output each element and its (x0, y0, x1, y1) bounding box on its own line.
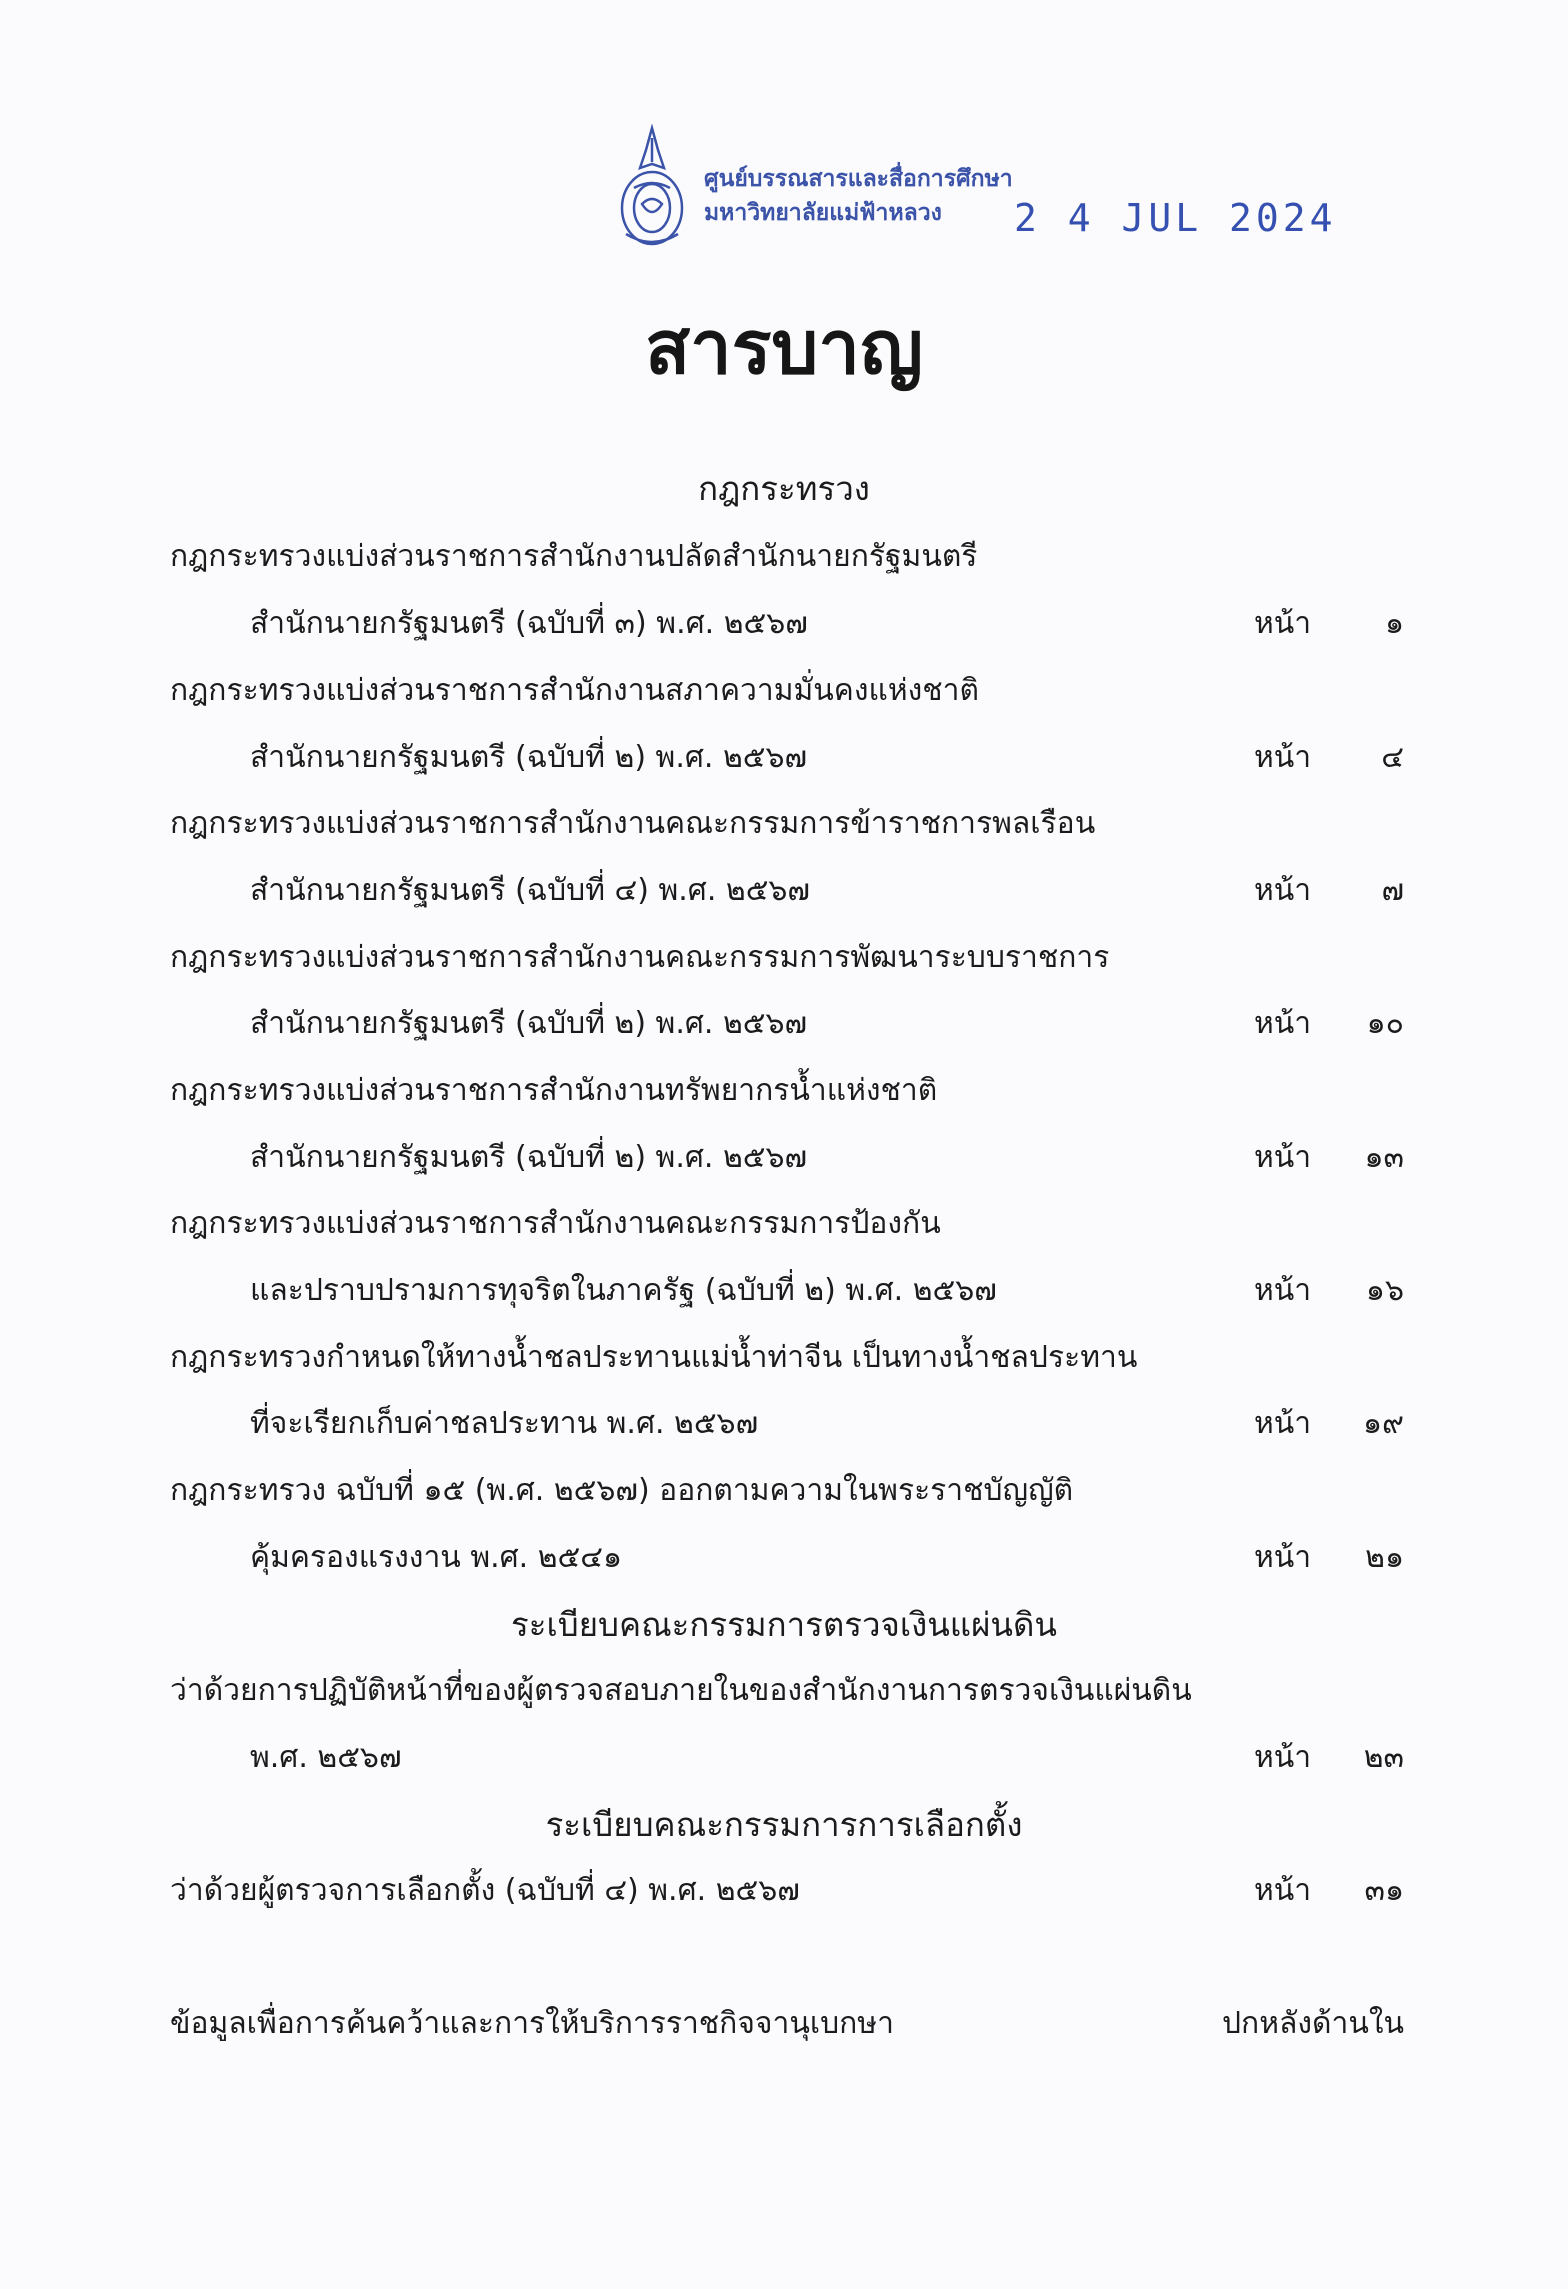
page-number: ๑๙ (1362, 1406, 1404, 1441)
page-number: ๗ (1381, 873, 1404, 908)
entry-title: กฎกระทรวงแบ่งส่วนราชการสำนักงานคณะกรรมการข้าราชการพลเรือน (170, 806, 1096, 841)
entry-title: กฎกระทรวงแบ่งส่วนราชการสำนักงานทรัพยากรน้ำแห่งชาติ (170, 1073, 938, 1108)
entry-title: กฎกระทรวง ฉบับที่ ๑๕ (พ.ศ. ๒๕๖๗) ออกตามความในพระราชบัญญัติ (170, 1473, 1074, 1508)
entry-subtitle: พ.ศ. ๒๕๖๗ (250, 1740, 402, 1775)
entry-subtitle: ที่จะเรียกเก็บค่าชลประทาน พ.ศ. ๒๕๖๗ (250, 1406, 759, 1441)
section-heading: ระเบียบคณะกรรมการตรวจเงินแผ่นดิน (511, 1605, 1057, 1644)
page-label: หน้า (1254, 1873, 1312, 1908)
stamp-date: 2 4 JUL 2024 (1014, 196, 1337, 240)
section-heading: ระเบียบคณะกรรมการการเลือกตั้ง (545, 1805, 1023, 1844)
stamp-line-1: ศูนย์บรรณสารและสื่อการศึกษา (704, 166, 1013, 192)
page-number: ๑๖ (1365, 1273, 1404, 1308)
page-label: หน้า (1254, 1740, 1312, 1775)
entry-title: กฎกระทรวงแบ่งส่วนราชการสำนักงานปลัดสำนักนายกรัฐมนตรี (170, 539, 978, 574)
page-number: ๑๓ (1364, 1140, 1404, 1175)
section-heading: กฎกระทรวง (698, 469, 870, 508)
page-number: ๓๑ (1364, 1873, 1404, 1908)
stamp-line-2: มหาวิทยาลัยแม่ฟ้าหลวง (704, 200, 942, 226)
page-label: หน้า (1254, 606, 1312, 641)
page-number: ๑๐ (1366, 1006, 1404, 1041)
page-label: หน้า (1254, 1406, 1312, 1441)
entry-subtitle: สำนักนายกรัฐมนตรี (ฉบับที่ ๔) พ.ศ. ๒๕๖๗ (250, 873, 810, 908)
page-label: หน้า (1254, 1273, 1312, 1308)
entry-subtitle: สำนักนายกรัฐมนตรี (ฉบับที่ ๒) พ.ศ. ๒๕๖๗ (250, 1006, 808, 1041)
page-title: สารบาญ (644, 305, 924, 391)
entry-subtitle: คุ้มครองแรงงาน พ.ศ. ๒๕๔๑ (250, 1540, 622, 1575)
entry-title: กฎกระทรวงแบ่งส่วนราชการสำนักงานคณะกรรมการพัฒนาระบบราชการ (170, 940, 1110, 975)
page-number: ๒๑ (1365, 1540, 1404, 1575)
entry-title: ว่าด้วยผู้ตรวจการเลือกตั้ง (ฉบับที่ ๔) พ.ศ. ๒๕๖๗ (170, 1873, 800, 1908)
entry-subtitle: และปราบปรามการทุจริตในภาครัฐ (ฉบับที่ ๒) พ.ศ. ๒๕๖๗ (250, 1273, 997, 1308)
page-label: หน้า (1254, 1006, 1312, 1041)
footer-note: ข้อมูลเพื่อการค้นคว้าและการให้บริการราชกิจจานุเบกษา (170, 2006, 894, 2041)
page-label: หน้า (1254, 740, 1312, 775)
entry-subtitle: สำนักนายกรัฐมนตรี (ฉบับที่ ๒) พ.ศ. ๒๕๖๗ (250, 740, 808, 775)
entry-title: กฎกระทรวงกำหนดให้ทางน้ำชลประทานแม่น้ำท่าจีน เป็นทางน้ำชลประทาน (170, 1340, 1138, 1375)
library-stamp (612, 124, 1337, 254)
page-number: ๔ (1381, 740, 1404, 775)
entry-subtitle: สำนักนายกรัฐมนตรี (ฉบับที่ ๓) พ.ศ. ๒๕๖๗ (250, 606, 808, 641)
page-label: หน้า (1254, 1540, 1312, 1575)
entry-title: ว่าด้วยการปฏิบัติหน้าที่ของผู้ตรวจสอบภายในของสำนักงานการตรวจเงินแผ่นดิน (170, 1673, 1192, 1708)
university-seal-icon (612, 124, 692, 250)
entry-subtitle: สำนักนายกรัฐมนตรี (ฉบับที่ ๒) พ.ศ. ๒๕๖๗ (250, 1140, 808, 1175)
page-number: ๑ (1384, 606, 1404, 641)
entry-title: กฎกระทรวงแบ่งส่วนราชการสำนักงานสภาความมั่นคงแห่งชาติ (170, 673, 979, 708)
page-label: หน้า (1254, 1140, 1312, 1175)
entry-title: กฎกระทรวงแบ่งส่วนราชการสำนักงานคณะกรรมการป้องกัน (170, 1206, 941, 1241)
page-label: หน้า (1254, 873, 1312, 908)
footer-page-ref: ปกหลังด้านใน (1221, 2006, 1404, 2041)
page-number: ๒๓ (1363, 1740, 1404, 1775)
